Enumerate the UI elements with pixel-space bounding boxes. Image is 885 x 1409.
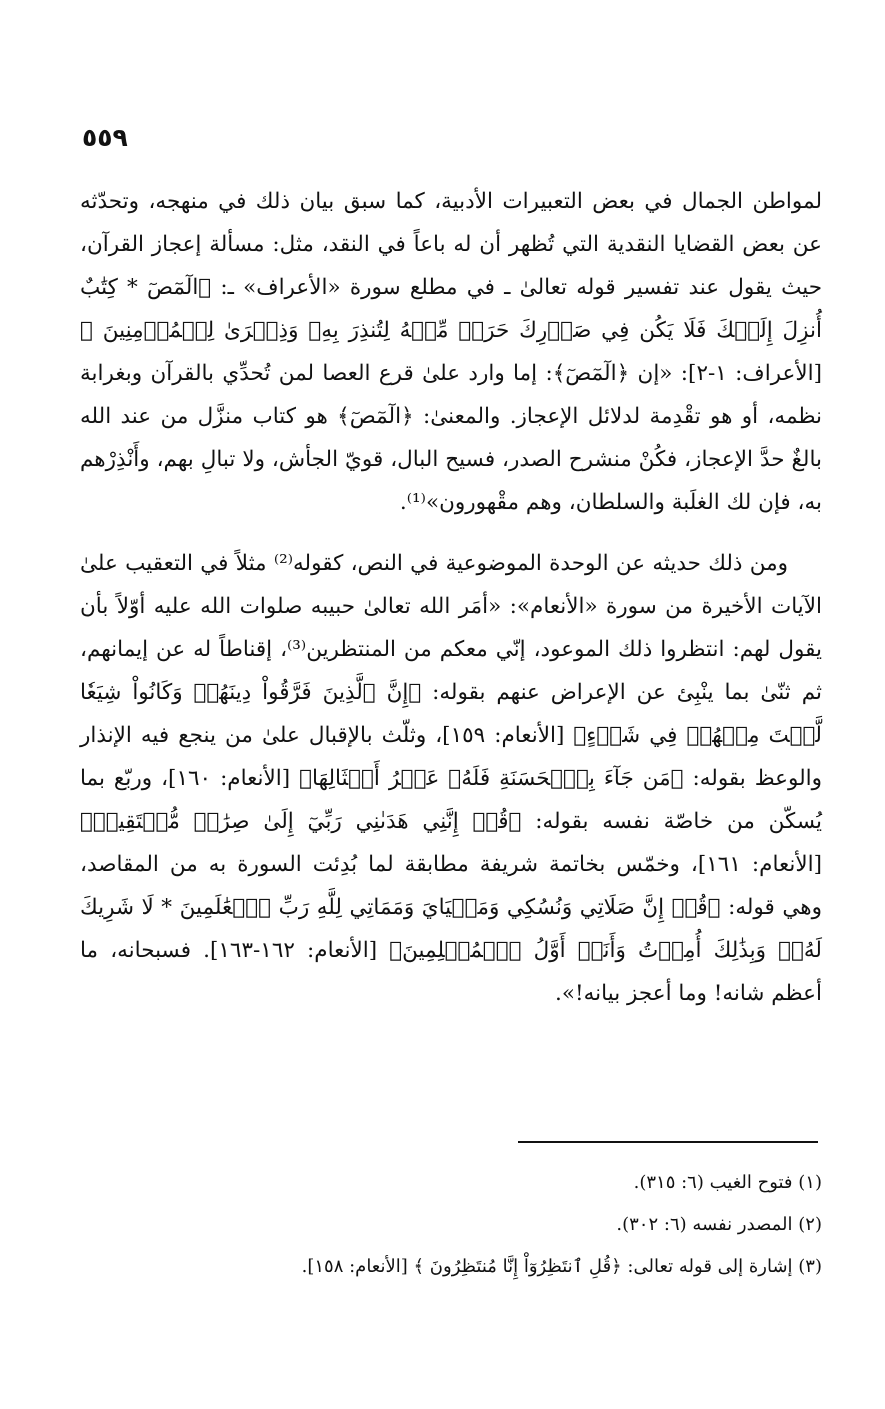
footnote-divider: [518, 1141, 818, 1143]
footnote-1: (١) فتوح الغيب (٦: ٣١٥).: [633, 1172, 822, 1193]
page-number: ٥٥٩: [82, 123, 128, 152]
paragraph-1: لمواطن الجمال في بعض التعبيرات الأدبية، كما سبق بيان ذلك في منهجه، وتحدّثه عن بعض القضايا النقدية التي تُظهر أن له باعاً في النقد، مثل: مسألة إعجاز القرآن، حيث يقول عند تفسير قوله تعالىٰ ـ في مطلع سورة «الأعراف» ـ: ﴿الٓمٓصٓ * كِتَٰبٌ أُنزِلَ إِلَيۡكَ فَلَا يَكُن فِي صَدۡرِكَ حَرَجٞ مِّنۡهُ لِتُنذِرَ بِهِۦ وَذِكۡرَىٰ لِلۡمُؤۡمِنِينَ ﴾ [الأعراف: ١-٢]: «إن ﴿الٓمٓصٓ﴾: إما وارد علىٰ قرع العصا لمن تُحدِّي بالقرآن وبغرابة نظمه، أو هو تقْدِمة لدلائل الإعجاز. والمعنىٰ: ﴿الٓمٓصٓ﴾ هو كتاب منزَّل من عند الله بالغٌ حدَّ الإعجاز، فكُنْ منشرح الصدر، فسيح البال، قويّ الجأش، ولا تبالِ بهم، وأَنْذِرْهم به، فإن لك الغلَبة والسلطان، وهم مقْهورون»⁽¹⁾.: [80, 189, 822, 515]
footnote-2: (٢) المصدر نفسه (٦: ٣٠٢).: [616, 1214, 822, 1235]
footnotes: [80, 1162, 822, 1288]
footnote-3: (٣) إشارة إلى قوله تعالى: ﴿قُلِ ٱنتَظِرُوٓاْ إِنَّا مُنتَظِرُونَ ﴾ [الأنعام: ١٥٨].: [301, 1256, 822, 1277]
paragraph-2: ومن ذلك حديثه عن الوحدة الموضوعية في النص، كقوله⁽²⁾ مثلاً في التعقيب علىٰ الآيات الأخيرة من سورة «الأنعام»: «أمَر الله تعالىٰ حبيبه صلوات الله عليه أوّلاً بأن يقول لهم: انتظروا ذلك الموعود، إنّي معكم من المنتظرين⁽³⁾، إقناطاً له عن إيمانهم، ثم ثنّىٰ بما ينْبِئ عن الإعراض عنهم بقوله: ﴿إِنَّ ٱلَّذِينَ فَرَّقُواْ دِينَهُمۡ وَكَانُواْ شِيَعٗا لَّسۡتَ مِنۡهُمۡ فِي شَيۡءٍ﴾ [الأنعام: ١٥٩]، وثلّث بالإقبال علىٰ من ينجع فيه الإنذار والوعظ بقوله: ﴿مَن جَآءَ بِٱلۡحَسَنَةِ فَلَهُۥ عَشۡرُ أَمۡثَالِهَا﴾ [الأنعام: ١٦٠]، وربّع بما يُسكّن من خاصّة نفسه بقوله: ﴿قُلۡ إِنَّنِي هَدَىٰنِي رَبِّيٓ إِلَىٰ صِرَٰطٖ مُّسۡتَقِيمٖ﴾ [الأنعام: ١٦١]، وخمّس بخاتمة شريفة مطابقة لما بُدِئت السورة به من المقاصد، وهي قوله: ﴿قُلۡ إِنَّ صَلَاتِي وَنُسُكِي وَمَحۡيَايَ وَمَمَاتِي لِلَّهِ رَبِّ ٱلۡعَٰلَمِينَ * لَا شَرِيكَ لَهُۥۖ وَبِذَٰلِكَ أُمِرۡتُ وَأَنَا۠ أَوَّلُ ٱلۡمُسۡلِمِينَ﴾ [الأنعام: ١٦٢-١٦٣]. فسبحانه، ما أعظم شانه! وما أعجز بيانه!».: [80, 551, 823, 1006]
main-text: [80, 180, 822, 1015]
